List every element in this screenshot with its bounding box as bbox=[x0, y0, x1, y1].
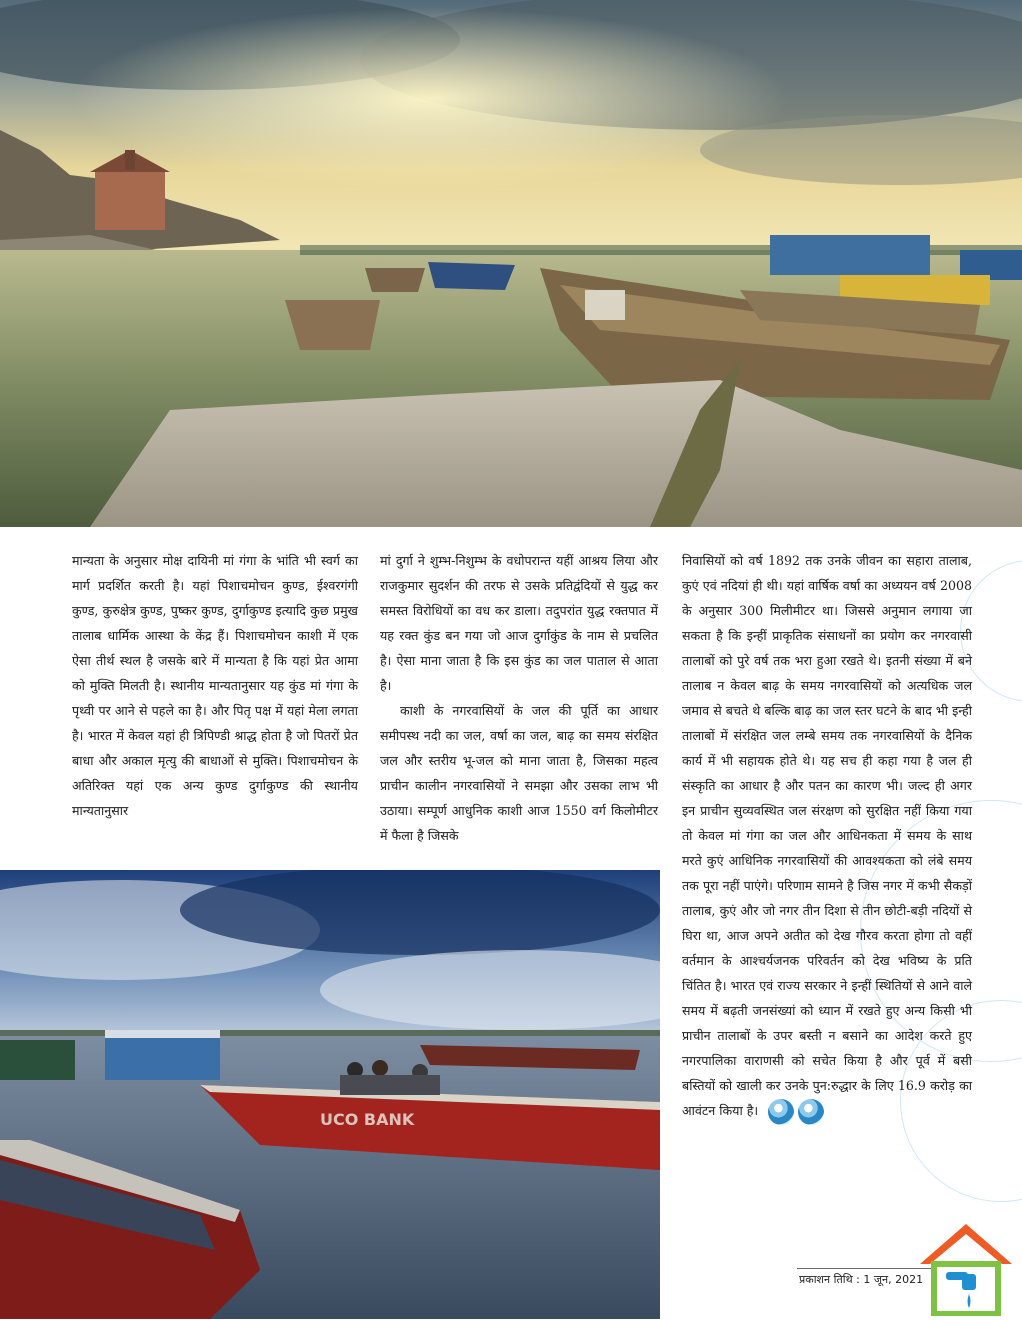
article-column-1 bbox=[72, 548, 358, 823]
article-paragraph bbox=[682, 548, 972, 1125]
article-paragraph: काशी के नगरवासियों के जल की पूर्ति का आधार समीपस्थ नदी का जल, वर्षा का जल, बाढ़ का समय संरक्षित जल और स्तरीय भू-जल को माना जाता है, जिसका महत्व प्राचीन कालीन नगरवासियों ने समझा और उसका लाभ भी उठाया। सम्पूर्ण आधुनिक काशी आज 1550 वर्ग किलोमीटर में फैला है जिसके bbox=[380, 703, 658, 843]
article-column-2 bbox=[380, 548, 658, 848]
article-column-3 bbox=[682, 548, 972, 1125]
boats-on-ganga-photo bbox=[0, 870, 660, 1319]
boat-text: UCO BANK bbox=[320, 1110, 415, 1129]
ghat-boats-sunrise-photo bbox=[0, 0, 1022, 527]
publication-date: प्रकाशन तिथि : 1 जून, 2021 bbox=[799, 1273, 924, 1286]
house-tap-icon bbox=[916, 1220, 1016, 1316]
article-paragraph: मां दुर्गा ने शुम्भ-निशुम्भ के वधोपरान्त यहीं आश्रय लिया और राजकुमार सुदर्शन की तरफ से उसके प्रतिद्वंदियों से युद्ध कर समस्त विरोधियों का वध कर डाला। तदुपरांत युद्ध रक्तपात में यह रक्त कुंड बन गया जो आज दुर्गाकुंड के नाम से प्रचलित है। ऐसा माना जाता है कि इस कुंड का जल पाताल से आता है। bbox=[380, 553, 658, 693]
article-text: निवासियों को वर्ष 1892 तक उनके जीवन का सहारा तालाब, कुएं एवं नदियां ही थी। यहां वार्षिक वर्षा का अध्ययन वर्ष 2008 के अनुसार 300 मिलीमीटर था। जिससे अनुमान लगाया जा सकता है कि इन्हीं प्राकृतिक संसाधनों का प्रयोग कर नगरवासी तालाबों को पुरे वर्ष तक भरा हुआ रखते थे। इतनी संख्या में बने तालाब न केवल बाढ़ के समय नगरवासियों को अत्यधिक जल जमाव से बचते थे बल्कि बाढ़ का जल स्तर घटने के बाद भी इन्ही तालाबों में संरक्षित जल लम्बे समय तक नगरवासियों के दैनिक कार्य में भी सहायक होते थे। यह सच ही कहा गया है जल ही संस्कृति का आधार है और पतन का कारण भी। जल्द ही अगर इन प्राचीन सुव्यवस्थित जल संरक्षण को सुरक्षित नहीं किया गया तो केवल मां गंगा का जल और आधिनकता में समय के साथ मरते कुएं आधिनिक नगरवासियों की आवश्यकता को लंबे समय तक पूरा नहीं पाएंगे। परिणाम सामने है जिस नगर में कभी सैकड़ों तालाब, कुएं और जो नगर तीन दिशा से तीन छोटी-बड़ी नदियों से घिरा था, आज अपने अतीत को देख गौरव करता होगा तो वहीं वर्तमान के आश्चर्यजनक परिवर्तन को देख भविष्य के प्रति चिंतित है। भारत एवं राज्य सरकार ने इन्हीं स्थितियों से आने वाले समय में बढ़ती जनसंख्यां को ध्यान में रखते हुए अन्य किसी भी प्राचीन तालाबों के उपर बस्ती न बसाने का आदेश करते हुए नगरपालिका वाराणसी को सचेत किया है और पूर्व में बसी बस्तियों को खाली कर उनके पुन:रुद्धार के लिए 16.9 करोड़ का आवंटन किया है। bbox=[682, 553, 972, 1118]
water-drop-icon bbox=[768, 1098, 828, 1125]
article-paragraph: मान्यता के अनुसार मोक्ष दायिनी मां गंगा के भांति भी स्वर्ग का मार्ग प्रदर्शित करती है। यहां पिशाचमोचन कुण्ड, ईश्वरगंगी कुण्ड, कुरुक्षेत्र कुण्ड, पुष्कर कुण्ड, दुर्गाकुण्ड इत्यादि कुछ प्रमुख तालाब धार्मिक आस्था के केंद्र हैं। पिशाचमोचन काशी में एक ऐसा तीर्थ स्थल है जसके बारे में मान्यता है कि यहां प्रेत आमा को मुक्ति मिलती है। स्थानीय मान्यतानुसार यह कुंड मां गंगा के पृथ्वी पर आने से पहले का है। और पितृ पक्ष में यहां मेला लगता है। भारत में केवल यहां ही त्रिपिण्डी श्राद्ध होता है जो पितरों प्रेत बाधा और अकाल मृत्यु की बाधाओं से मुक्ति। पिशाचमोचन के अतिरिक्त यहां एक अन्य कुण्ड दुर्गाकुण्ड की स्थानीय मान्यतानुसार bbox=[72, 553, 358, 818]
